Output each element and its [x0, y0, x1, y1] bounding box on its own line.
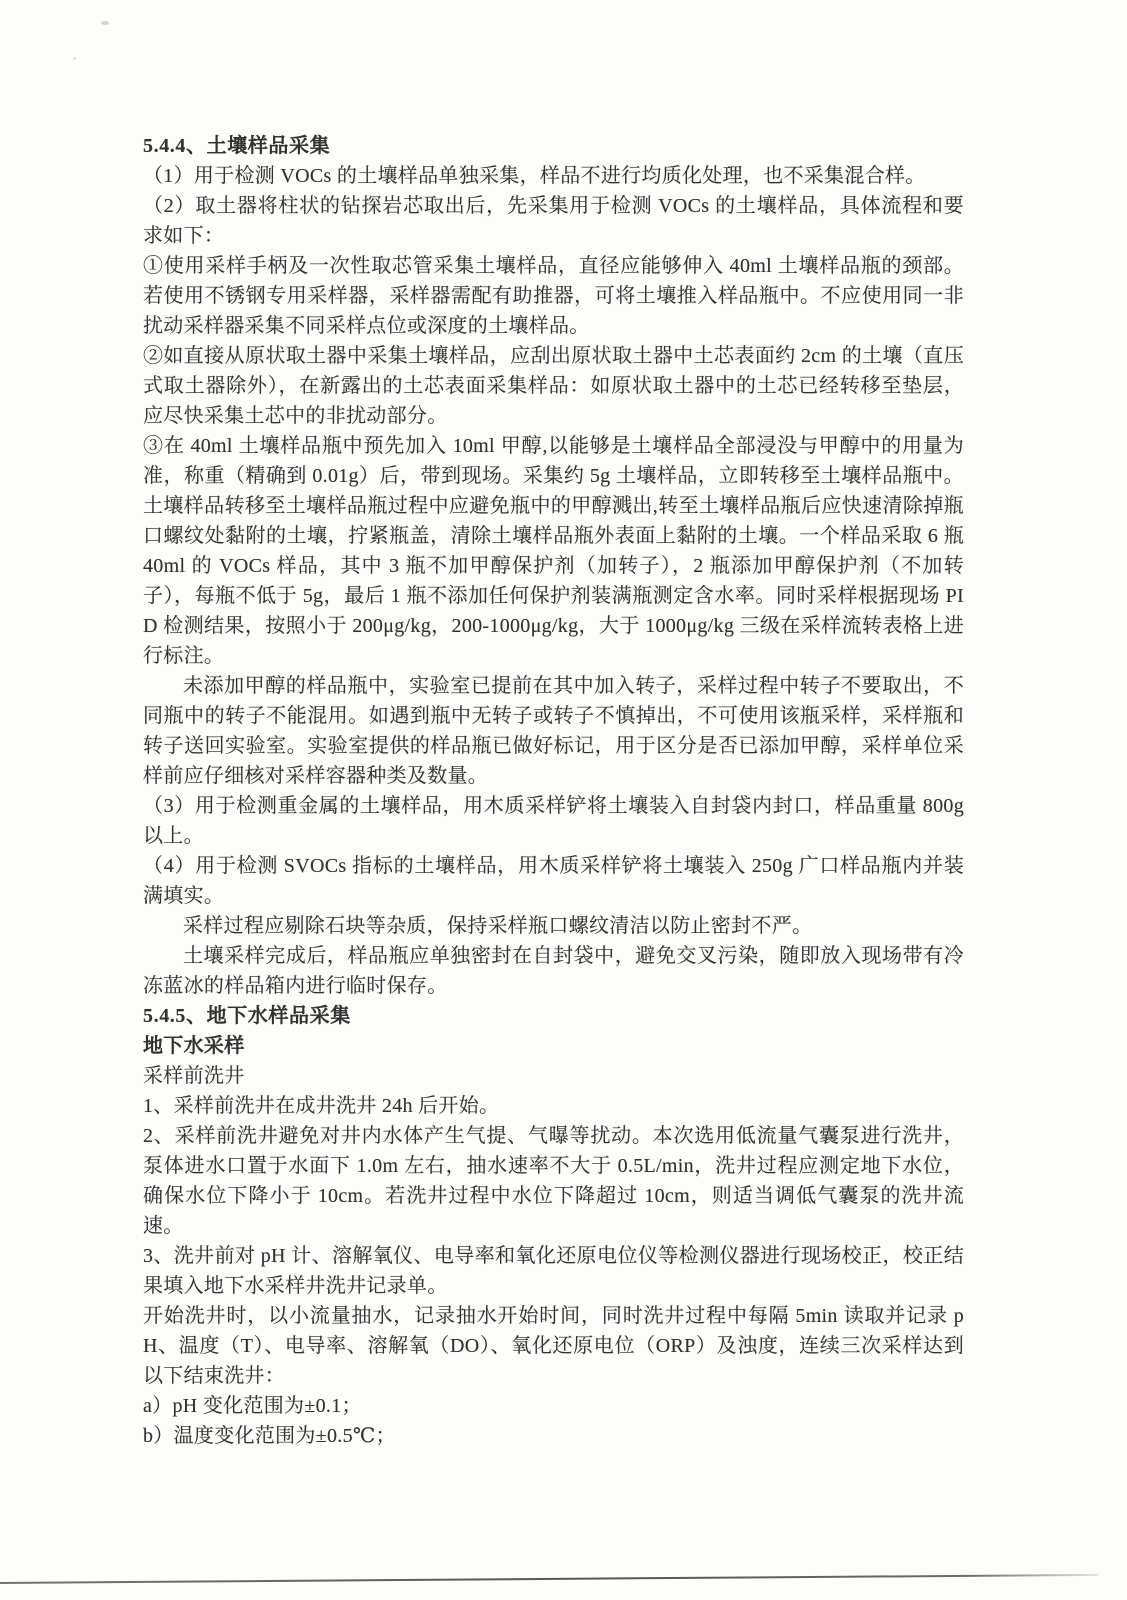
paragraph: 未添加甲醇的样品瓶中，实验室已提前在其中加入转子，采样过程中转子不要取出，不同瓶中的转子不能混用。如遇到瓶中无转子或转子不慎掉出，不可使用该瓶采样，采样瓶和转子送回实验室。实验室提供的样品瓶已做好标记，用于区分是否已添加甲醇，采样单位采样前应仔细核对采样容器种类及数量。 — [143, 675, 964, 787]
paragraph: 地下水采样 — [143, 1035, 245, 1057]
section-heading: 5.4.4、土壤样品采集 — [143, 135, 331, 157]
paragraph: 3、洗井前对 pH 计、溶解氧仪、电导率和氧化还原电位仪等检测仪器进行现场校正，校正结果填入地下水采样井洗井记录单。 — [143, 1245, 964, 1297]
paragraph: ①使用采样手柄及一次性取芯管采集土壤样品，直径应能够伸入 40ml 土壤样品瓶的颈部。若使用不锈钢专用采样器，采样器需配有助推器，可将土壤推入样品瓶中。不应使用同一非扰动采样器采集不同采样点位或深度的土壤样品。 — [143, 255, 964, 337]
paragraph: （2）取土器将柱状的钻探岩芯取出后，先采集用于检测 VOCs 的土壤样品，具体流程和要求如下： — [143, 195, 964, 247]
document-text-block — [143, 131, 964, 1451]
paragraph: （4）用于检测 SVOCs 指标的土壤样品，用木质采样铲将土壤装入 250g 广口样品瓶内并装满填实。 — [143, 855, 964, 907]
paragraph: 采样过程应剔除石块等杂质，保持采样瓶口螺纹清洁以防止密封不严。 — [183, 915, 813, 937]
scan-speck — [73, 57, 76, 60]
paragraph: ③在 40ml 土壤样品瓶中预先加入 10ml 甲醇,以能够是土壤样品全部浸没与甲醇中的用量为准，称重（精确到 0.01g）后，带到现场。采集约 5g 土壤样品，立即转移至土壤样品瓶中。土壤样品转移至土壤样品瓶过程中应避免瓶中的甲醇溅出,转至土壤样品瓶后应快速清除掉瓶口螺纹处黏附的土壤，拧紧瓶盖，清除土壤样品瓶外表面上黏附的土壤。一个样品采取 6 瓶 40ml 的 VOCs 样品，其中 3 瓶不加甲醇保护剂（加转子），2 瓶添加甲醇保护剂（不加转子），每瓶不低于 5g，最后 1 瓶不添加任何保护剂装满瓶测定含水率。同时采样根据现场 PID 检测结果，按照小于 200μg/kg，200-1000μg/kg，大于 1000μg/kg 三级在采样流转表格上进行标注。 — [143, 435, 964, 667]
paragraph: 开始洗井时，以小流量抽水，记录抽水开始时间，同时洗井过程中每隔 5min 读取并记录 pH、温度（T）、电导率、溶解氧（DO）、氧化还原电位（ORP）及浊度，连续三次采样达到以下结束洗井： — [143, 1305, 964, 1387]
paragraph: 2、采样前洗井避免对井内水体产生气提、气曝等扰动。本次选用低流量气囊泵进行洗井，泵体进水口置于水面下 1.0m 左右，抽水速率不大于 0.5L/min，洗井过程应测定地下水位，确保水位下降小于 10cm。若洗井过程中水位下降超过 10cm，则适当调低气囊泵的洗井流速。 — [143, 1125, 964, 1237]
paragraph: a）pH 变化范围为±0.1； — [143, 1395, 362, 1417]
paragraph: ②如直接从原状取土器中采集土壤样品，应刮出原状取土器中土芯表面约 2cm 的土壤（直压式取土器除外），在新露出的土芯表面采集样品：如原状取土器中的土芯已经转移至垫层，应尽快采集土芯中的非扰动部分。 — [143, 345, 964, 427]
section-heading: 5.4.5、地下水样品采集 — [143, 1005, 351, 1027]
scan-speck — [101, 21, 109, 25]
paragraph: 土壤采样完成后，样品瓶应单独密封在自封袋中，避免交叉污染，随即放入现场带有冷冻蓝冰的样品箱内进行临时保存。 — [143, 945, 964, 997]
scan-edge-line — [0, 1574, 1099, 1584]
paragraph: 1、采样前洗井在成井洗井 24h 后开始。 — [143, 1095, 500, 1117]
paragraph: 采样前洗井 — [143, 1065, 245, 1087]
paragraph: （1）用于检测 VOCs 的土壤样品单独采集，样品不进行均质化处理，也不采集混合样。 — [143, 165, 926, 187]
paragraph: （3）用于检测重金属的土壤样品，用木质采样铲将土壤装入自封袋内封口，样品重量 800g 以上。 — [143, 795, 964, 847]
paragraph: b）温度变化范围为±0.5℃； — [143, 1425, 396, 1447]
